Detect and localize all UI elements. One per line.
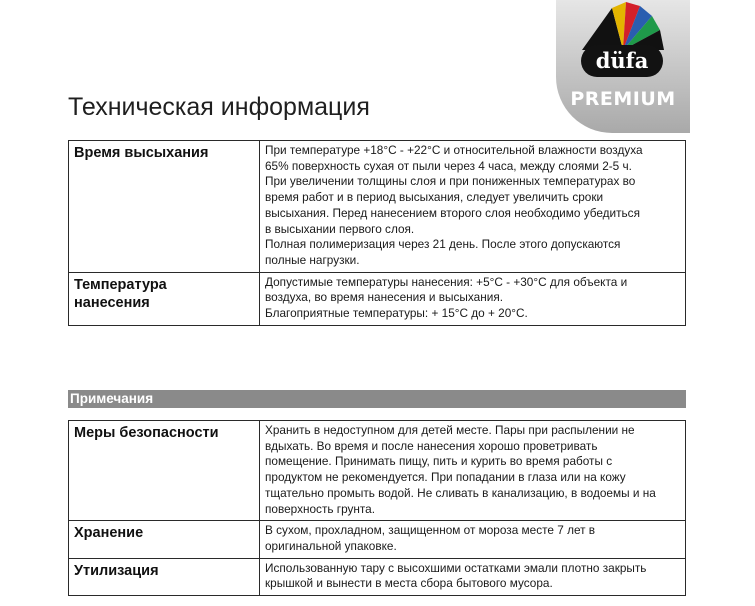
tech-row [69,272,686,325]
description-line: Благоприятные температуры: + 15°С до + 20°С. [265,306,528,321]
description-line: воздуха, во время нанесения и высыхания. [265,290,503,305]
notes-heading: Примечания [68,390,686,408]
description-line: помещение. Принимать пищу, пить и курить во время работы с [265,454,613,469]
description-line: В сухом, прохладном, защищенном от мороза месте 7 лет в [265,523,596,538]
color-fan-icon [582,0,664,50]
premium-badge: PREMIUM [570,88,676,110]
label-line: нанесения [74,294,150,311]
description-line: время работ и в период высыхания, следует увеличить сроки [265,190,604,205]
label-line: Температура [74,276,167,293]
description-line: тщательно промыть водой. Не сливать в канализацию, в водоемы и на [265,485,656,500]
notes-row [69,421,686,521]
row-label [69,272,260,325]
page-title: Техническая информация [68,93,370,121]
description-line: При увеличении толщины слоя и при пониженных температурах во [265,174,636,189]
row-label [69,421,260,521]
description-line: в высыхании первого слоя. [265,221,415,236]
description-line: крышкой и вынести в места сбора бытового мусора. [265,576,553,591]
label-line: Время высыхания [74,145,209,161]
description-line: Полная полимеризация через 21 день. После этого допускаются [265,237,621,252]
notes-row [69,521,686,558]
label-line: Утилизация [74,562,159,579]
description-line: поверхность грунта. [265,501,376,516]
description-line: полные нагрузки. [265,252,360,267]
row-description [260,521,686,558]
description-line: вдыхать. Во время и после нанесения хорошо проветривать [265,438,598,453]
row-description [260,272,686,325]
row-label [69,558,260,595]
label-line: Меры безопасности [74,425,219,441]
description-line: высыхания. Перед нанесением второго слоя необходимо убедиться [265,205,640,220]
row-description [260,141,686,273]
description-line: Допустимые температуры нанесения: +5°С - +30°С для объекта и [265,274,628,289]
row-label [69,521,260,558]
label-line: Хранение [74,525,144,542]
tech-info-table [68,140,686,326]
description-line: При температуре +18°С - +22°С и относительной влажности воздуха [265,143,643,157]
description-line: Хранить в недоступном для детей месте. Пары при распылении не [265,423,635,437]
description-line: оригинальной упаковке. [265,538,397,553]
brand-logo [556,0,690,133]
description-line: продуктом не рекомендуется. При попадании в глаза или на кожу [265,470,626,485]
description-line: Использованную тару с высохшими остатками эмали плотно закрыть [265,560,647,575]
description-line: 65% поверхность сухая от пыли через 4 часа, между слоями 2-5 ч. [265,158,632,173]
row-label [69,141,260,273]
notes-row [69,558,686,595]
tech-row [69,141,686,273]
row-description [260,558,686,595]
brand-name: düfa [581,45,663,77]
row-description [260,421,686,521]
notes-table [68,420,686,596]
